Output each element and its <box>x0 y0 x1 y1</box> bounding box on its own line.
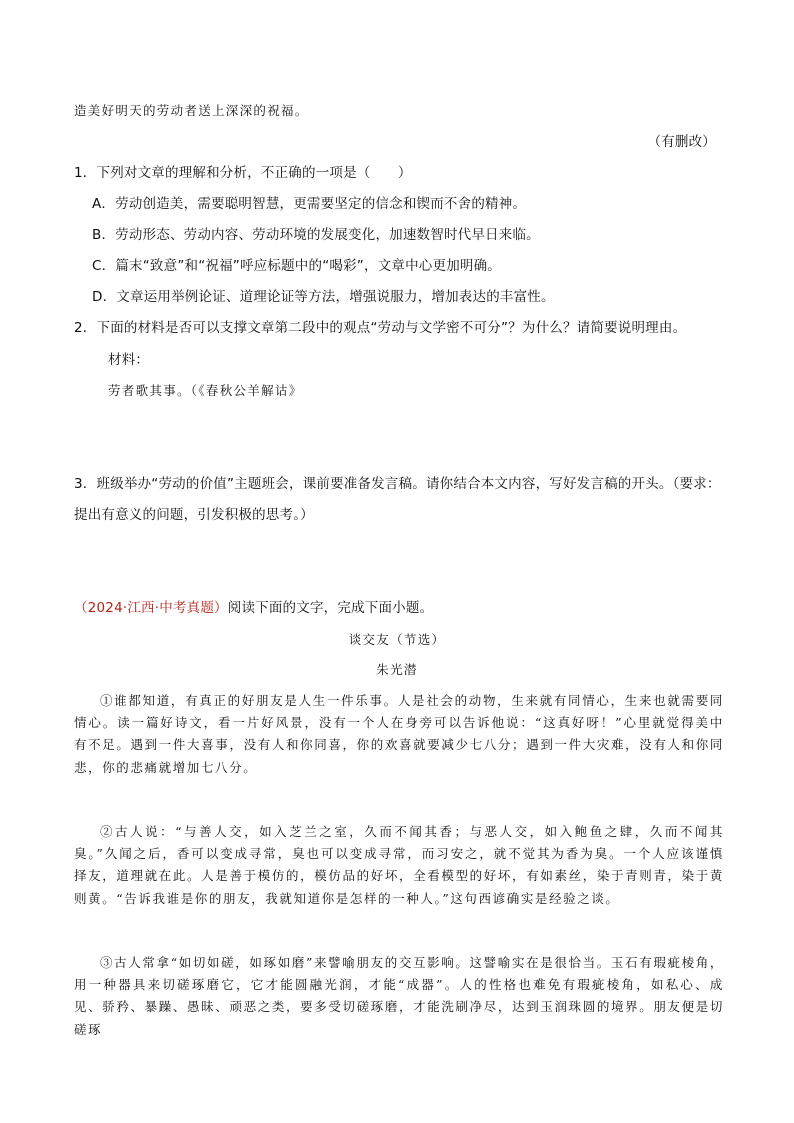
question-1-option-c: C．篇末“致意”和“祝福”呼应标题中的“喝彩”，文章中心更加明确。 <box>92 258 501 274</box>
question-1-stem: 1．下列对文章的理解和分析，不正确的一项是（ ） <box>74 165 412 181</box>
question-2-stem: 2．下面的材料是否可以支撑文章第二段中的观点“劳动与文学密不可分”？为什么？请简要说明理由。 <box>74 320 687 336</box>
question-1-option-b: B．劳动形态、劳动内容、劳动环境的发展变化，加速数智时代早日来临。 <box>92 227 540 243</box>
question-3-stem-line2: 提出有意义的问题，引发积极的思考。） <box>74 507 314 523</box>
article-author: 朱光潜 <box>376 662 418 677</box>
article-paragraph-3: ③古人常拿“如切如磋，如琢如磨”来譬喻朋友的交互影响。这譬喻实在是很恰当。玉石有瑕疵棱角，用一种器具来切磋琢磨它，它才能圆融光润，才能“成器”。人的性格也难免有瑕疵棱角，如私心、成见、骄矜、暴躁、愚昧、顽恶之类，要多受切磋琢磨，才能洗刷净尽，达到玉润珠圆的境界。朋友便是切磋琢 <box>74 955 724 1037</box>
article-paragraph-2: ②古人说：“与善人交，如入芝兰之室，久而不闻其香；与恶人交，如入鲍鱼之肆，久而不闻其臭。”久闻之后，香可以变成寻常，臭也可以变成寻常，而习安之，就不觉其为香为臭。一个人应该谨慎择友，道理就在此。人是善于模仿的，模仿品的好坏，全看模型的好坏，有如素丝，染于青则青，染于黄则黄。“告诉我谁是你的朋友，我就知道你是怎样的一种人。”这句西谚确实是经验之谈。 <box>74 824 724 906</box>
question-1-option-d: D．文章运用举例论证、道理论证等方法，增强说服力，增加表达的丰富性。 <box>92 289 555 305</box>
question-2-material-text: 劳者歌其事。（《春秋公羊解诂》 <box>108 383 303 398</box>
question-2-material-label: 材料： <box>108 352 150 368</box>
source-tag: 2024·江西·中考真题 <box>87 600 215 616</box>
revision-note: （有删改） <box>647 134 716 150</box>
section-instruction: 阅读下面的文字，完成下面小题。 <box>227 600 434 616</box>
source-close-bracket: ） <box>214 600 228 616</box>
passage-closing-line: 造美好明天的劳动者送上深深的祝福。 <box>74 103 309 118</box>
question-3-stem-line1: 3．班级举办“劳动的价值”主题班会，课前要准备发言稿。请你结合本文内容，写好发言稿的开头。（要求： <box>74 476 721 492</box>
article-paragraph-1: ①谁都知道，有真正的好朋友是人生一件乐事。人是社会的动物，生来就有同情心，生来也就需要同情心。读一篇好诗文，看一片好风景，没有一个人在身旁可以告诉他说：“这真好呀！”心里就觉得美中有不足。遇到一件大喜事，没有人和你同喜，你的欢喜就要减少七八分；遇到一件大灾难，没有人和你同悲，你的悲痛就增加七八分。 <box>74 693 724 775</box>
source-open-bracket: （ <box>74 600 88 616</box>
section-heading <box>74 598 722 618</box>
question-1-option-a: A．劳动创造美，需要聪明智慧，更需要坚定的信念和锲而不舍的精神。 <box>92 196 527 212</box>
article-title: 谈交友（节选） <box>348 632 446 647</box>
